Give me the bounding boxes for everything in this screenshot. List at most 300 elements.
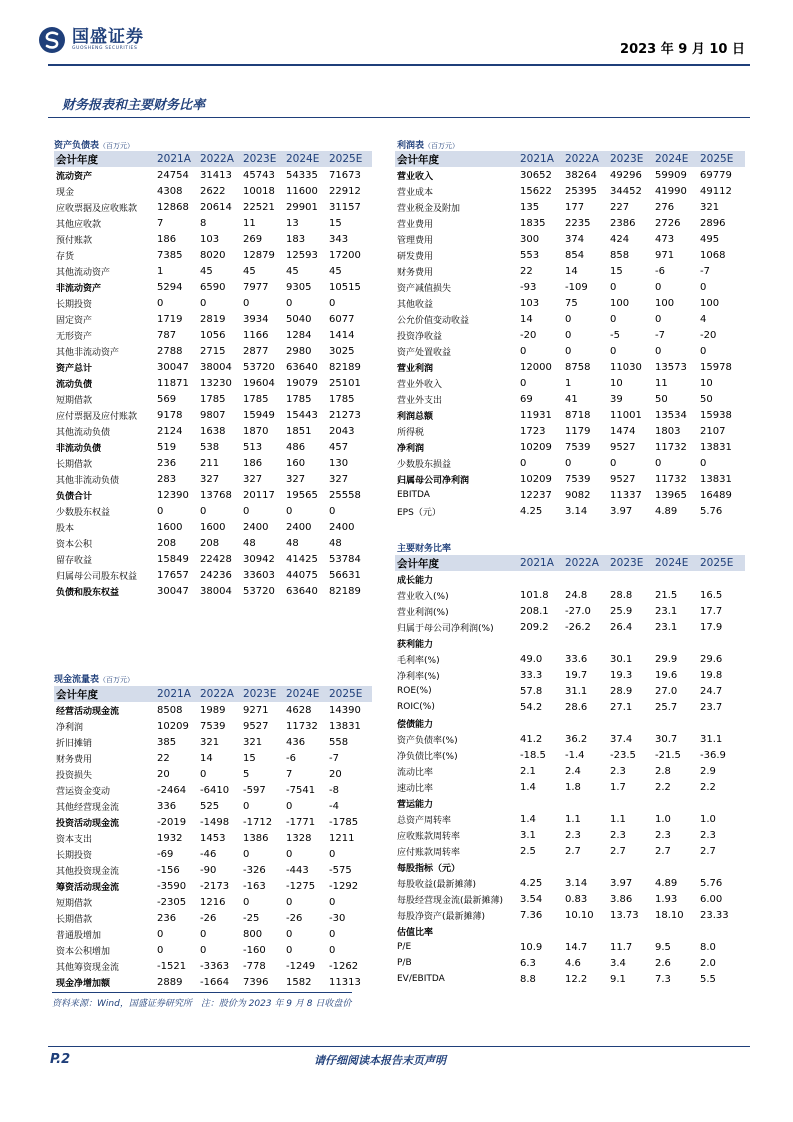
row-label: 营运资金变动 [56, 786, 111, 797]
cell-value: 16489 [700, 489, 732, 501]
cell-value: 0.83 [565, 893, 588, 905]
year-header: 2025E [700, 151, 745, 167]
cell-value: 553 [520, 249, 540, 261]
cell-value: 8.8 [520, 973, 536, 985]
cell-value: 30047 [157, 585, 189, 597]
cell-value: 17.9 [700, 621, 723, 633]
row-label: 非流动资产 [56, 283, 102, 294]
cell-value: 21273 [329, 409, 361, 421]
row-label: 预付账款 [56, 235, 93, 246]
cell-value: 183 [286, 233, 306, 245]
cell-value: 473 [655, 233, 675, 245]
cell-value: 0 [565, 345, 572, 357]
cell-value: -20 [520, 329, 537, 341]
cell-value: 4.6 [565, 957, 581, 969]
cell-value: 177 [565, 201, 585, 213]
cell-value: 1211 [329, 832, 355, 844]
cell-value: 45 [329, 265, 342, 277]
cell-value: 2.5 [520, 845, 536, 857]
cell-value: 38264 [565, 169, 597, 181]
cell-value: 1068 [700, 249, 726, 261]
cell-value: 3934 [243, 313, 269, 325]
cell-value: 2.3 [700, 829, 716, 841]
cell-value: 17.7 [700, 605, 723, 617]
cell-value: 2.2 [700, 781, 716, 793]
cell-value: 7 [286, 768, 293, 780]
cell-value: 22 [157, 752, 170, 764]
row-label: 流动负债 [56, 379, 93, 390]
row-label: 研发费用 [397, 251, 434, 262]
cell-value: 9305 [286, 281, 312, 293]
cell-value: 9807 [200, 409, 226, 421]
table-row [395, 391, 745, 407]
balance-sheet-table [54, 151, 372, 599]
cell-value: 1.1 [610, 813, 626, 825]
cell-value: 0 [610, 313, 617, 325]
table-row [395, 795, 745, 811]
cell-value: 1 [157, 265, 164, 277]
row-label: 资本支出 [56, 834, 93, 845]
cell-value: 2.7 [565, 845, 581, 857]
cell-value: 49112 [700, 185, 732, 197]
cell-value: -575 [329, 864, 352, 876]
row-label: 营业税金及附加 [397, 203, 461, 214]
table-row [395, 167, 745, 183]
cell-value: 2.7 [610, 845, 626, 857]
cell-value: 25101 [329, 377, 361, 389]
cell-value [610, 859, 655, 875]
cell-value: 513 [243, 441, 263, 453]
cell-value: -2173 [200, 880, 230, 892]
table-row [54, 231, 372, 247]
cell-value: 2.4 [565, 765, 581, 777]
source-divider [52, 992, 352, 993]
cell-value: 0 [655, 457, 662, 469]
table-row [395, 747, 745, 763]
row-label: 投资净收益 [397, 331, 443, 342]
cell-value: 33603 [243, 569, 275, 581]
cell-value: 10209 [520, 473, 552, 485]
cell-value: 25558 [329, 489, 361, 501]
table-row [54, 734, 372, 750]
cell-value: 1474 [610, 425, 636, 437]
table-row [54, 359, 372, 375]
cell-value: 14390 [329, 704, 361, 716]
cell-value: 457 [329, 441, 349, 453]
cell-value: 7396 [243, 976, 269, 988]
cell-value: 28.8 [610, 589, 633, 601]
cell-value: -93 [520, 281, 537, 293]
cell-value [610, 635, 655, 651]
cell-value: 9271 [243, 704, 269, 716]
cell-value: 1.8 [565, 781, 581, 793]
table-row [54, 535, 372, 551]
row-label: 经营活动现金流 [56, 706, 120, 717]
cell-value: 37.4 [610, 733, 633, 745]
cell-value: 101.8 [520, 589, 549, 601]
year-header: 2023E [610, 555, 655, 571]
cell-value: 0 [243, 896, 250, 908]
cell-value: 31413 [200, 169, 232, 181]
table-row [395, 603, 745, 619]
cell-value: 321 [243, 736, 263, 748]
cell-value [520, 715, 565, 731]
cell-value: 208 [200, 537, 220, 549]
cell-value: 53720 [243, 585, 275, 597]
balance-sheet-title-text: 资产负债表 [54, 141, 100, 151]
cell-value [610, 715, 655, 731]
cell-value: 130 [329, 457, 349, 469]
row-label: 负债合计 [56, 491, 93, 502]
cell-value: 1600 [200, 521, 226, 533]
cell-value: 1785 [286, 393, 312, 405]
cell-value: -7 [655, 329, 665, 341]
table-row [54, 519, 372, 535]
table-row [395, 423, 745, 439]
cell-value: 10.10 [565, 909, 594, 921]
cell-value: 2.7 [655, 845, 671, 857]
table-row [395, 247, 745, 263]
row-label: 短期借款 [56, 898, 93, 909]
table-row [54, 718, 372, 734]
cell-value: 2980 [286, 345, 312, 357]
cell-value: -7541 [286, 784, 316, 796]
cell-value: 7.3 [655, 973, 671, 985]
row-label: ROE(%) [397, 686, 432, 696]
cell-value: 1166 [243, 329, 269, 341]
cell-value: 1582 [286, 976, 312, 988]
cell-value [700, 571, 745, 587]
table-row [395, 263, 745, 279]
cell-value: 26.4 [610, 621, 633, 633]
row-label: 股本 [56, 523, 75, 534]
table-row [395, 471, 745, 487]
cell-value: -90 [200, 864, 217, 876]
cell-value: 7539 [565, 473, 591, 485]
row-label: 非流动负债 [56, 443, 102, 454]
cell-value: 19.7 [565, 669, 588, 681]
cell-value: 15978 [700, 361, 732, 373]
cell-value [655, 923, 700, 939]
cell-value: 20 [329, 768, 342, 780]
cell-value: -2464 [157, 784, 187, 796]
cell-value [700, 923, 745, 939]
cell-value: 13.73 [610, 909, 639, 921]
cell-value: 15949 [243, 409, 275, 421]
cell-value: 0 [520, 345, 527, 357]
cell-value: 19565 [286, 489, 318, 501]
row-label: 投资损失 [56, 770, 93, 781]
cell-value: -1785 [329, 816, 359, 828]
cell-value: 13965 [655, 489, 687, 501]
row-label: 其他收益 [397, 299, 434, 310]
cell-value: 5 [243, 768, 250, 780]
table-row [395, 571, 745, 587]
row-label: 资本公积增加 [56, 946, 111, 957]
cell-value [565, 795, 610, 811]
cell-value: 2.3 [565, 829, 581, 841]
cell-value: 300 [520, 233, 540, 245]
cell-value: 0 [700, 281, 707, 293]
table-row [395, 779, 745, 795]
cell-value: 25395 [565, 185, 597, 197]
cell-value [610, 571, 655, 587]
cell-value: 208 [157, 537, 177, 549]
cell-value: 4 [700, 313, 707, 325]
row-label: 财务费用 [56, 754, 93, 765]
table-header-row [395, 151, 745, 167]
table-row [54, 487, 372, 503]
row-label: 每股指标（元） [397, 863, 461, 874]
cell-value: 0 [157, 297, 164, 309]
cell-value: 1723 [520, 425, 546, 437]
balance-sheet-title [54, 138, 134, 151]
cell-value: 0 [700, 457, 707, 469]
cell-value: 36.2 [565, 733, 588, 745]
cell-value: 538 [200, 441, 220, 453]
table-row [54, 311, 372, 327]
cell-value: 321 [700, 201, 720, 213]
cell-value: 22521 [243, 201, 275, 213]
table-row [54, 862, 372, 878]
table-row [395, 891, 745, 907]
cell-value: 1284 [286, 329, 312, 341]
cell-value: 82189 [329, 585, 361, 597]
cell-value: 13831 [700, 473, 732, 485]
cell-value: 0 [157, 505, 164, 517]
logo-text: 国盛证券 [72, 27, 144, 47]
logo-subtext: GUOSHENG SECURITIES [72, 46, 138, 51]
row-label: 每股净资产(最新摊薄) [397, 911, 486, 922]
table-row [54, 926, 372, 942]
cell-value: 436 [286, 736, 306, 748]
cell-value: 236 [157, 912, 177, 924]
cell-value: -5 [610, 329, 620, 341]
cell-value: 8020 [200, 249, 226, 261]
cell-value: 2124 [157, 425, 183, 437]
cell-value: 0 [286, 928, 293, 940]
year-header: 2022A [200, 151, 243, 167]
cell-value: 2.8 [655, 765, 671, 777]
row-label: 应收账款周转率 [397, 831, 461, 842]
cell-value: 971 [655, 249, 675, 261]
cell-value: 53784 [329, 553, 361, 565]
cell-value: 31.1 [700, 733, 723, 745]
cell-value: 2788 [157, 345, 183, 357]
cell-value: 5.76 [700, 505, 723, 517]
cell-value: 15 [329, 217, 342, 229]
cell-value: 38004 [200, 361, 232, 373]
cell-value: 135 [520, 201, 540, 213]
cell-value: 19079 [286, 377, 318, 389]
cell-value: 11732 [286, 720, 318, 732]
cell-value: 0 [520, 457, 527, 469]
ratios-title [397, 541, 451, 554]
cell-value: 1.1 [565, 813, 581, 825]
row-label: 短期借款 [56, 395, 93, 406]
table-row [54, 782, 372, 798]
table-row [395, 279, 745, 295]
cell-value [700, 859, 745, 875]
cell-value: 0 [565, 457, 572, 469]
cell-value: 13831 [329, 720, 361, 732]
cash-flow-table [54, 686, 372, 990]
row-label: 存货 [56, 251, 75, 262]
cell-value [655, 795, 700, 811]
cell-value: 57.8 [520, 685, 543, 697]
row-label: 固定资产 [56, 315, 93, 326]
table-row [54, 894, 372, 910]
cell-value: 13831 [700, 441, 732, 453]
cell-value: 9178 [157, 409, 183, 421]
cell-value: 19604 [243, 377, 275, 389]
year-header: 2022A [565, 151, 610, 167]
cell-value: -2305 [157, 896, 187, 908]
cell-value: 15 [610, 265, 623, 277]
cell-value: -69 [157, 848, 174, 860]
header-label: 会计年度 [54, 151, 157, 167]
cell-value: 2.3 [610, 765, 626, 777]
table-row [395, 683, 745, 699]
cell-value: 1719 [157, 313, 183, 325]
row-label: 总资产周转率 [397, 815, 452, 826]
table-row [395, 811, 745, 827]
row-label: 归属母公司股东权益 [56, 571, 138, 582]
row-label: 普通股增加 [56, 930, 102, 941]
cell-value: -1664 [200, 976, 230, 988]
row-label: 每股经营现金流(最新摊薄) [397, 895, 504, 906]
cell-value: 69779 [700, 169, 732, 181]
cell-value: 1056 [200, 329, 226, 341]
cell-value: -20 [700, 329, 717, 341]
cell-value: 0 [655, 345, 662, 357]
cell-value: 82189 [329, 361, 361, 373]
cell-value: 3.97 [610, 877, 633, 889]
cell-value: -597 [243, 784, 266, 796]
cell-value: 8508 [157, 704, 183, 716]
cell-value: 2622 [200, 185, 226, 197]
cell-value: 800 [243, 928, 263, 940]
cell-value: 31.1 [565, 685, 588, 697]
cell-value: 45743 [243, 169, 275, 181]
cell-value: 1785 [200, 393, 226, 405]
row-label: 营业收入(%) [397, 591, 449, 602]
row-label: ROIC(%) [397, 702, 435, 712]
table-row [54, 958, 372, 974]
cell-value: 9527 [610, 441, 636, 453]
row-label: 营业成本 [397, 187, 434, 198]
cell-value: 787 [157, 329, 177, 341]
row-label: 长期投资 [56, 850, 93, 861]
table-row [54, 846, 372, 862]
cell-value: 19.8 [700, 669, 723, 681]
year-header: 2024E [655, 151, 700, 167]
cell-value: 10018 [243, 185, 275, 197]
table-row [395, 503, 745, 519]
cell-value: 4308 [157, 185, 183, 197]
year-header: 2021A [157, 686, 200, 702]
table-row [54, 910, 372, 926]
cell-value: 12390 [157, 489, 189, 501]
cell-value: 38004 [200, 585, 232, 597]
cell-value [565, 715, 610, 731]
cell-value: -3590 [157, 880, 187, 892]
cell-value: 495 [700, 233, 720, 245]
table-row [54, 942, 372, 958]
cell-value: 28.9 [610, 685, 633, 697]
row-label: 应付账款周转率 [397, 847, 461, 858]
row-label: 公允价值变动收益 [397, 315, 470, 326]
cell-value: 63640 [286, 361, 318, 373]
cell-value: 6590 [200, 281, 226, 293]
cell-value: 20 [157, 768, 170, 780]
cell-value: -23.5 [610, 749, 636, 761]
row-label: 资本公积 [56, 539, 93, 550]
header-divider [48, 64, 750, 66]
cell-value: 0 [286, 944, 293, 956]
row-label: 应收票据及应收账款 [56, 203, 138, 214]
cell-value: 2235 [565, 217, 591, 229]
cell-value: 100 [610, 297, 630, 309]
cell-value: 49296 [610, 169, 642, 181]
page-number: P.2 [50, 1052, 71, 1067]
cell-value: -1498 [200, 816, 230, 828]
cell-value: 2715 [200, 345, 226, 357]
cell-value: 31157 [329, 201, 361, 213]
row-label: 资产总计 [56, 363, 93, 374]
cell-value: 71673 [329, 169, 361, 181]
cell-value: 424 [610, 233, 630, 245]
cell-value: 15622 [520, 185, 552, 197]
cell-value [520, 635, 565, 651]
cell-value: 1414 [329, 329, 355, 341]
cell-value: 11871 [157, 377, 189, 389]
cell-value: -163 [243, 880, 266, 892]
row-label: 偿债能力 [397, 719, 434, 730]
row-label: 折旧摊销 [56, 738, 93, 749]
cell-value: 2.9 [700, 765, 716, 777]
cell-value: -1521 [157, 960, 187, 972]
report-date: 2023 年 9 月 10 日 [620, 42, 745, 57]
header-label: 会计年度 [395, 555, 520, 571]
cell-value: 103 [520, 297, 540, 309]
row-label: 筹资活动现金流 [56, 882, 120, 893]
cell-value: 1932 [157, 832, 183, 844]
cell-value: 327 [286, 473, 306, 485]
table-row [54, 183, 372, 199]
cell-value: -778 [243, 960, 266, 972]
cell-value: 1.0 [655, 813, 671, 825]
section-title: 财务报表和主要财务比率 [62, 98, 206, 113]
row-label: 资产处置收益 [397, 347, 452, 358]
cell-value: -1275 [286, 880, 316, 892]
cell-value: 34452 [610, 185, 642, 197]
year-header: 2022A [200, 686, 243, 702]
cell-value: 41425 [286, 553, 318, 565]
cell-value: 12000 [520, 361, 552, 373]
cell-value: 0 [329, 928, 336, 940]
table-row [395, 439, 745, 455]
cell-value: 7539 [565, 441, 591, 453]
income-statement-table [395, 151, 745, 519]
table-row [395, 343, 745, 359]
cell-value: 48 [286, 537, 299, 549]
cell-value [565, 859, 610, 875]
cell-value: 0 [329, 505, 336, 517]
table-row [54, 439, 372, 455]
cell-value: 8.0 [700, 941, 716, 953]
cell-value: 519 [157, 441, 177, 453]
